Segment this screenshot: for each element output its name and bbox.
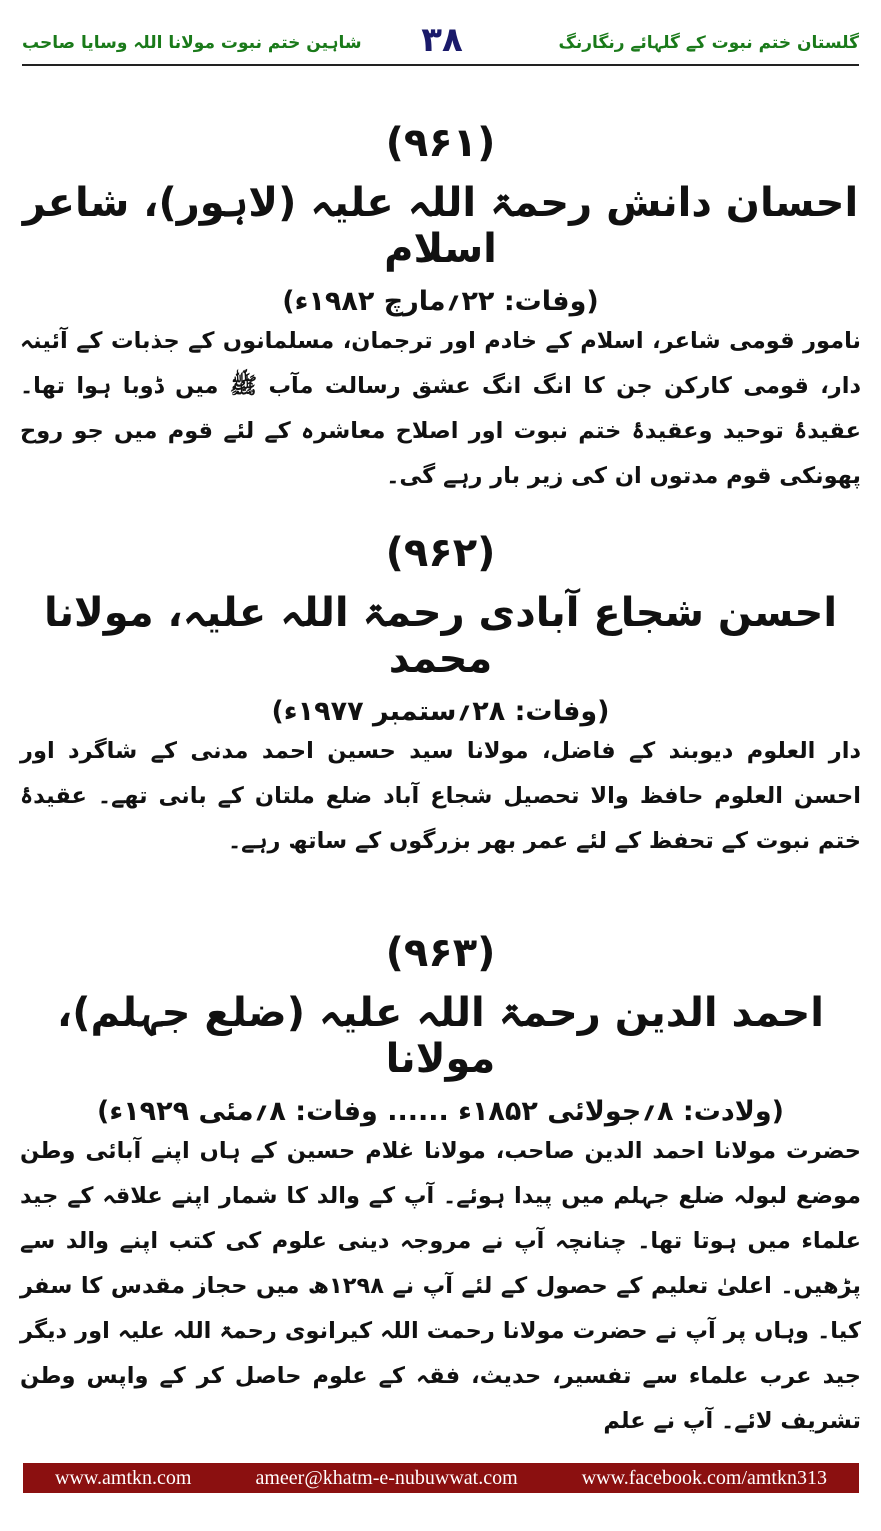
facebook-link[interactable]: www.facebook.com/amtkn313 (581, 1467, 827, 1489)
entry-body: دار العلوم دیوبند کے فاضل، مولانا سید حسین احمد مدنی کے شاگرد اور احسن العلوم حافظ والا تحصیل شجاع آباد ضلع ملتان کے بانی تھے۔ عقیدۂ ختم نبوت کے تحفظ کے لئے عمر بھر بزرگوں کے ساتھ رہے۔ (20, 738, 861, 854)
entry-body: حضرت مولانا احمد الدین صاحب، مولانا غلام حسین کے ہاں اپنے آبائی وطن موضع لبولہ ضلع جہلم میں پیدا ہوئے۔ آپ کے والد کا شمار اپنے علاقہ کے جید علماء میں ہوتا تھا۔ چنانچہ آپ نے مروجہ دینی علوم کی کتب اپنے والد سے پڑھیں۔ اعلیٰ تعلیم کے حصول کے لئے آپ نے ۱۲۹۸ھ میں حجاز مقدس کا سفر کیا۔ وہاں پر آپ نے حضرت مولانا رحمت اللہ کیرانوی رحمۃ اللہ علیہ اور دیگر جید عرب علماء سے تفسیر، حدیث، فقہ کے علوم حاصل کر کے واپس وطن تشریف لائے۔ آپ نے علم (20, 1138, 861, 1434)
entry-962 (20, 530, 861, 864)
entry-dates: (وفات: ۲۲؍مارچ ۱۹۸۲ء) (282, 286, 599, 317)
page-number: ۳۸ (421, 20, 463, 60)
entry-dates: (ولادت: ۸؍جولائی ۱۸۵۲ء ...... وفات: ۸؍مئی ۱۹۲۹ء) (97, 1096, 784, 1127)
entry-number: (۹۶۲) (385, 530, 496, 576)
book-title: گلستان ختم نبوت کے گلہائے رنگارنگ (558, 33, 859, 53)
entry-title: احسن شجاع آبادی رحمۃ اللہ علیہ، مولانا محمد (43, 590, 838, 682)
page-footer (23, 1463, 859, 1493)
author-title: شاہین ختم نبوت مولانا اللہ وسایا صاحب (22, 33, 362, 53)
page-header (22, 20, 859, 66)
entry-963 (20, 930, 861, 1444)
email-link[interactable]: ameer@khatm-e-nubuwwat.com (255, 1467, 518, 1489)
entry-dates: (وفات: ۲۸؍ستمبر ۱۹۷۷ء) (271, 696, 610, 727)
website-link[interactable]: www.amtkn.com (55, 1467, 192, 1489)
entry-number: (۹۶۱) (385, 120, 496, 166)
entry-title: احسان دانش رحمۃ اللہ علیہ (لاہور)، شاعر اسلام (22, 180, 859, 272)
entry-body: نامور قومی شاعر، اسلام کے خادم اور ترجمان، مسلمانوں کے جذبات کے آئینہ دار، قومی کارکن جن کا انگ انگ عشق رسالت مآب ﷺ میں ڈوبا ہوا تھا۔ عقیدۂ توحید وعقیدۂ ختم نبوت اور اصلاح معاشرہ کے لئے قوم میں جو روح پھونکی قوم مدتوں ان کی زیر بار رہے گی۔ (20, 328, 861, 489)
entry-title: احمد الدین رحمۃ اللہ علیہ (ضلع جہلم)، مولانا (57, 990, 824, 1082)
header-divider (22, 64, 859, 66)
entry-961 (20, 120, 861, 499)
entry-number: (۹۶۳) (385, 930, 496, 976)
